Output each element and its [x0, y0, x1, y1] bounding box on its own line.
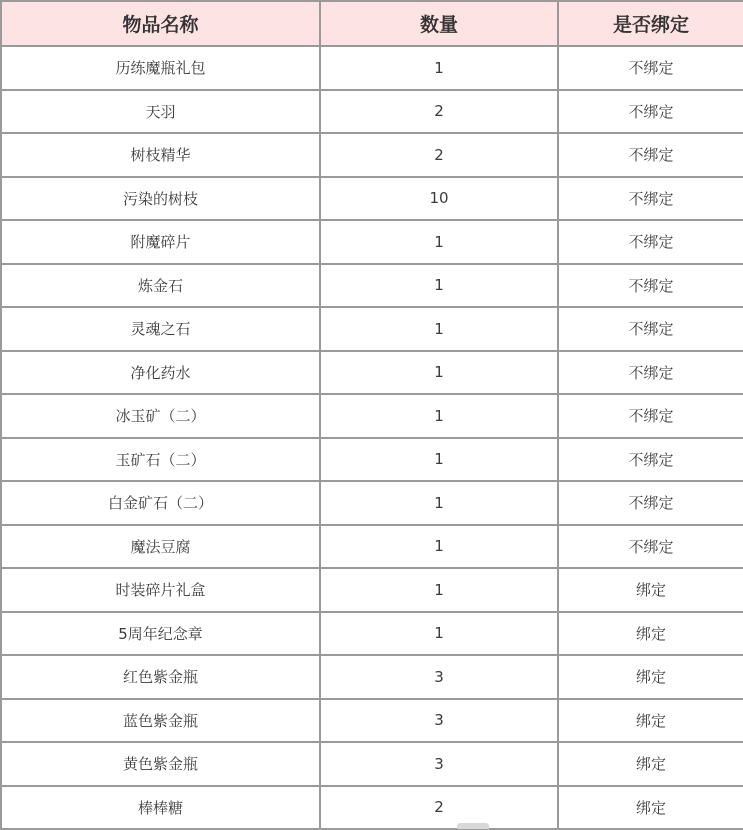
scroll-handle[interactable] [457, 823, 489, 829]
cell-item-name: 白金矿石（二） [1, 481, 320, 525]
cell-item-name: 冰玉矿（二） [1, 394, 320, 438]
table-row [1, 525, 743, 569]
header-bound-status: 是否绑定 [558, 1, 743, 46]
cell-bound-status: 不绑定 [558, 525, 743, 569]
table-body [1, 46, 743, 829]
cell-quantity: 2 [320, 133, 558, 177]
cell-bound-status: 绑定 [558, 612, 743, 656]
cell-item-name: 黄色紫金瓶 [1, 742, 320, 786]
table-row [1, 307, 743, 351]
header-quantity: 数量 [320, 1, 558, 46]
cell-quantity: 1 [320, 307, 558, 351]
table-row [1, 612, 743, 656]
table-row [1, 786, 743, 830]
table-row [1, 264, 743, 308]
cell-quantity: 1 [320, 46, 558, 90]
table-row [1, 481, 743, 525]
cell-bound-status: 不绑定 [558, 438, 743, 482]
cell-quantity: 10 [320, 177, 558, 221]
cell-item-name: 污染的树枝 [1, 177, 320, 221]
table-row [1, 90, 743, 134]
cell-bound-status: 绑定 [558, 568, 743, 612]
table-row [1, 46, 743, 90]
cell-item-name: 玉矿石（二） [1, 438, 320, 482]
cell-bound-status: 不绑定 [558, 133, 743, 177]
cell-quantity: 1 [320, 351, 558, 395]
header-item-name: 物品名称 [1, 1, 320, 46]
cell-bound-status: 不绑定 [558, 220, 743, 264]
cell-quantity: 1 [320, 525, 558, 569]
cell-item-name: 魔法豆腐 [1, 525, 320, 569]
cell-item-name: 净化药水 [1, 351, 320, 395]
table-row [1, 568, 743, 612]
cell-item-name: 棒棒糖 [1, 786, 320, 830]
table-row [1, 394, 743, 438]
cell-bound-status: 不绑定 [558, 177, 743, 221]
cell-quantity: 1 [320, 438, 558, 482]
table-row [1, 351, 743, 395]
cell-bound-status: 绑定 [558, 786, 743, 830]
table-row [1, 133, 743, 177]
cell-item-name: 灵魂之石 [1, 307, 320, 351]
cell-quantity: 2 [320, 90, 558, 134]
cell-bound-status: 不绑定 [558, 394, 743, 438]
cell-quantity: 3 [320, 742, 558, 786]
cell-item-name: 红色紫金瓶 [1, 655, 320, 699]
cell-quantity: 1 [320, 481, 558, 525]
cell-bound-status: 不绑定 [558, 90, 743, 134]
cell-quantity: 1 [320, 568, 558, 612]
cell-item-name: 树枝精华 [1, 133, 320, 177]
cell-bound-status: 不绑定 [558, 264, 743, 308]
table-row [1, 699, 743, 743]
cell-item-name: 历练魔瓶礼包 [1, 46, 320, 90]
cell-bound-status: 绑定 [558, 655, 743, 699]
cell-item-name: 时装碎片礼盒 [1, 568, 320, 612]
cell-bound-status: 绑定 [558, 742, 743, 786]
cell-bound-status: 不绑定 [558, 481, 743, 525]
cell-quantity: 1 [320, 220, 558, 264]
table-row [1, 742, 743, 786]
cell-item-name: 5周年纪念章 [1, 612, 320, 656]
cell-quantity: 2 [320, 786, 558, 830]
cell-item-name: 蓝色紫金瓶 [1, 699, 320, 743]
cell-quantity: 3 [320, 655, 558, 699]
cell-bound-status: 不绑定 [558, 307, 743, 351]
cell-bound-status: 不绑定 [558, 46, 743, 90]
cell-item-name: 炼金石 [1, 264, 320, 308]
cell-bound-status: 绑定 [558, 699, 743, 743]
cell-quantity: 1 [320, 264, 558, 308]
table-row [1, 220, 743, 264]
cell-quantity: 1 [320, 612, 558, 656]
table-row [1, 177, 743, 221]
table-row [1, 655, 743, 699]
cell-item-name: 附魔碎片 [1, 220, 320, 264]
table-header-row [1, 1, 743, 46]
table-row [1, 438, 743, 482]
cell-bound-status: 不绑定 [558, 351, 743, 395]
cell-item-name: 天羽 [1, 90, 320, 134]
cell-quantity: 3 [320, 699, 558, 743]
cell-quantity: 1 [320, 394, 558, 438]
